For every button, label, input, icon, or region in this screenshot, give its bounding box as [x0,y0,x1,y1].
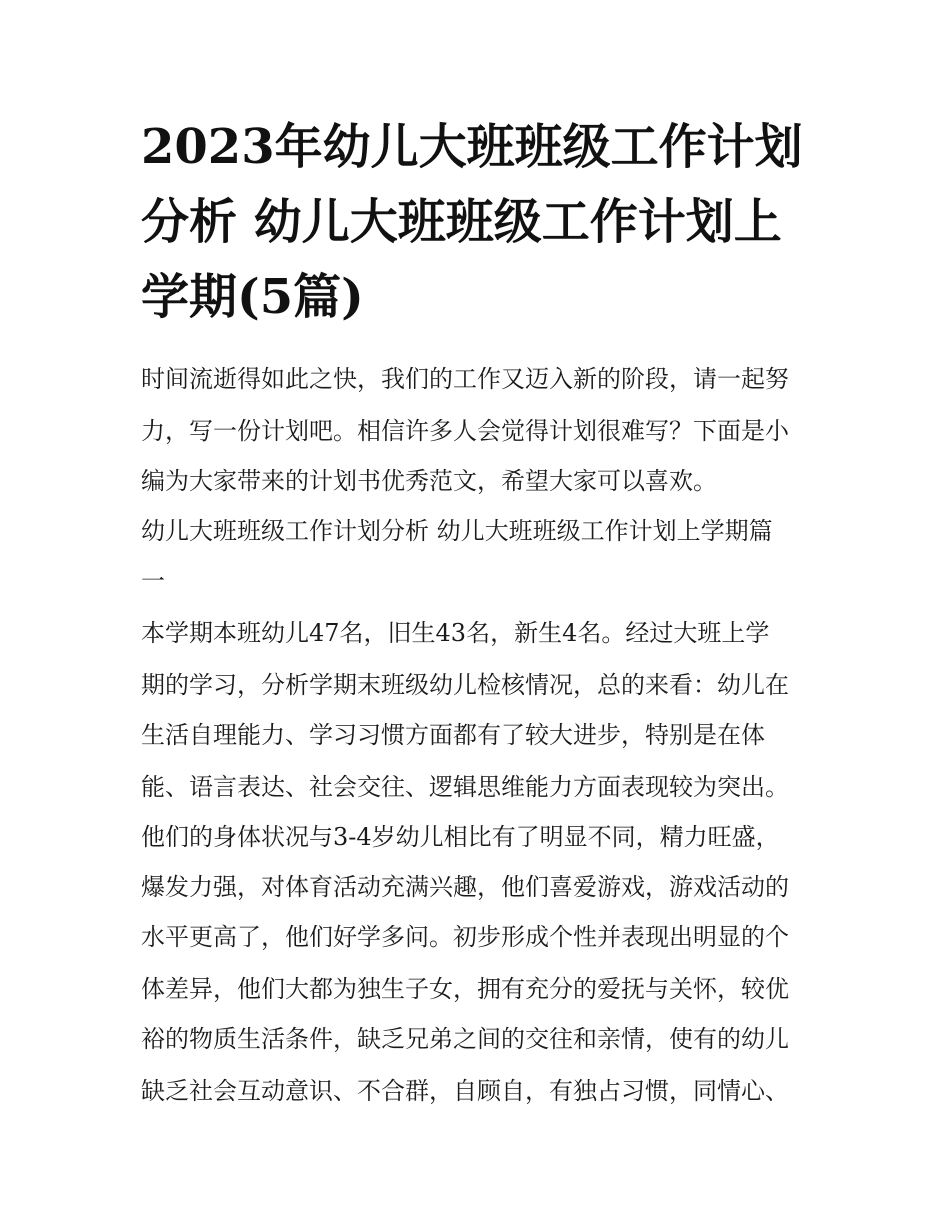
intro-line: 力，写一份计划吧。相信许多人会觉得计划很难写？下面是小 [141,417,789,445]
body-line: 裕的物质生活条件，缺乏兄弟之间的交往和亲情，使有的幼儿 [141,1025,789,1053]
body-line: 水平更高了，他们好学多问。初步形成个性并表现出明显的个 [141,923,789,951]
body-line: 能、语言表达、社会交往、逻辑思维能力方面表现较为突出。 [141,773,789,801]
document-title: 2023年幼儿大班班级工作计划分析 幼儿大班班级工作计划上学期(5篇) [141,119,803,325]
body-line: 生活自理能力、学习习惯方面都有了较大进步，特别是在体 [141,721,765,749]
intro-line: 编为大家带来的计划书优秀范文，希望大家可以喜欢。 [141,467,717,495]
body-line: 期的学习，分析学期末班级幼儿检核情况，总的来看：幼儿在 [141,671,789,699]
section-heading-line: 幼儿大班班级工作计划分析 幼儿大班班级工作计划上学期篇 [141,517,773,545]
body-line: 爆发力强，对体育活动充满兴趣，他们喜爱游戏，游戏活动的 [141,873,789,901]
body-line: 体差异，他们大都为独生子女，拥有充分的爱抚与关怀，较优 [141,975,789,1003]
intro-line: 时间流逝得如此之快，我们的工作又迈入新的阶段，请一起努 [141,365,789,393]
body-line: 缺乏社会互动意识、不合群，自顾自，有独占习惯，同情心、 [141,1077,789,1105]
body-line: 他们的身体状况与3-4岁幼儿相比有了明显不同，精力旺盛， [141,823,780,851]
section-heading-line: 一 [141,567,165,595]
body-line: 本学期本班幼儿47名，旧生43名，新生4名。经过大班上学 [141,619,770,647]
